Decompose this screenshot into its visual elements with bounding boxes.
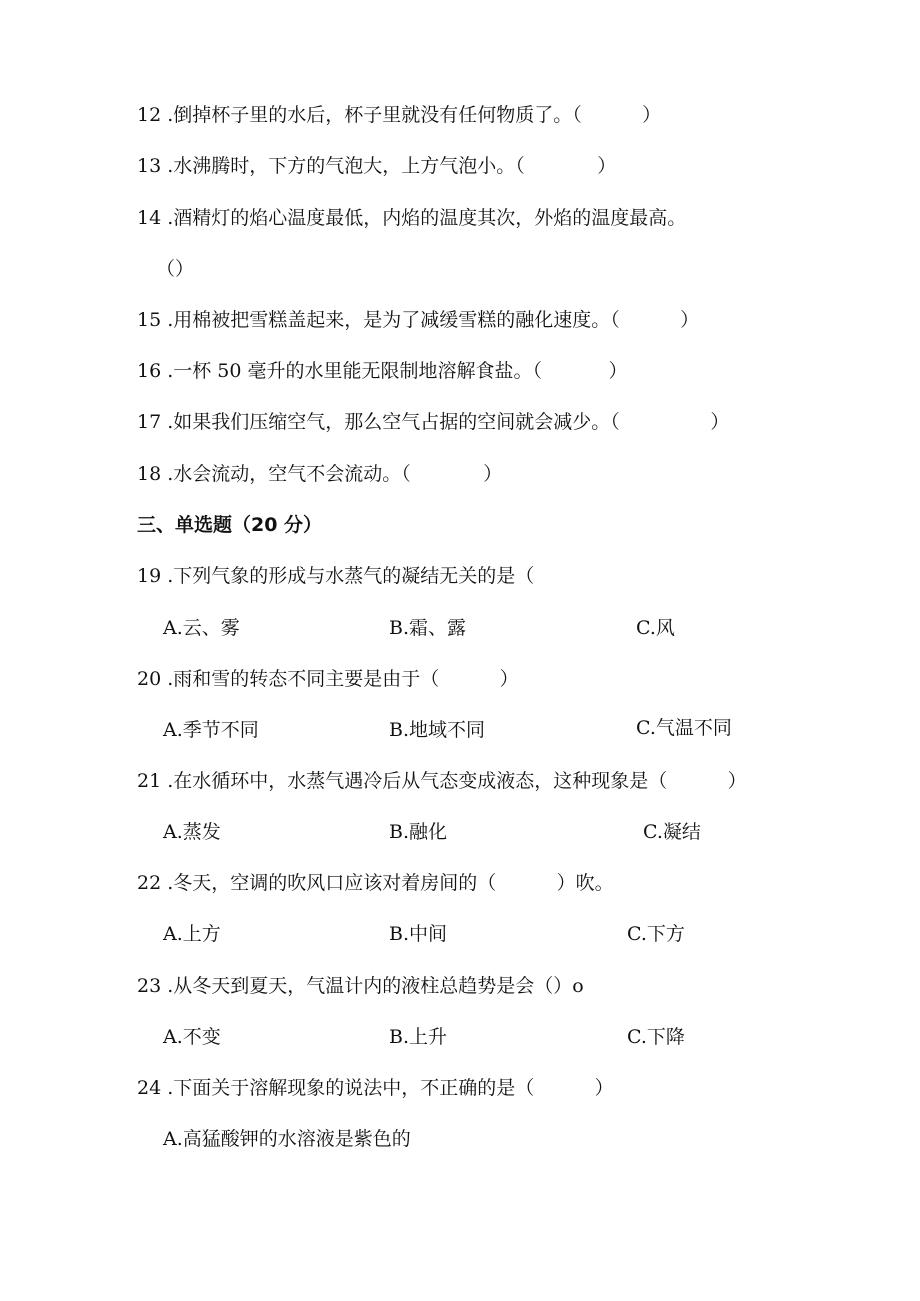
question-13: 13 .水沸腾时，下方的气泡大，上方气泡小。（ ） [137,155,617,177]
question-21-option-b: B.融化 [389,821,448,843]
question-12: 12 .倒掉杯子里的水后，杯子里就没有任何物质了。（ ） [137,104,662,126]
question-19-option-a: A.云、雾 [163,617,240,639]
question-24: 24 .下面关于溶解现象的说法中，不正确的是（ ） [137,1077,614,1099]
question-21-option-a: A.蒸发 [163,821,221,843]
question-20: 20 .雨和雪的转态不同主要是由于（ ） [137,668,519,690]
question-22-option-c: C.下方 [627,923,685,945]
question-21-option-c: C.凝结 [643,821,701,843]
question-17: 17 .如果我们压缩空气，那么空气占据的空间就会减少。（ ） [137,411,730,433]
question-20-option-c: C.气温不同 [636,717,732,739]
question-22-option-a: A.上方 [163,923,221,945]
question-15: 15 .用棉被把雪糕盖起来，是为了减缓雪糕的融化速度。（ ） [137,309,700,331]
question-23-option-b: B.上升 [389,1026,448,1048]
question-22-option-b: B.中间 [389,923,448,945]
question-16: 16 .一杯 50 毫升的水里能无限制地溶解食盐。（ ） [137,360,628,382]
question-22: 22 .冬天，空调的吹风口应该对着房间的（ ）吹。 [137,872,614,894]
question-23: 23 .从冬天到夏天，气温计内的液柱总趋势是会（）o [137,975,584,997]
question-20-option-b: B.地域不同 [389,719,486,741]
section-title: 三、单选题（20 分） [137,514,323,536]
question-14: 14 .酒精灯的焰心温度最低，内焰的温度其次，外焰的温度最高。 [137,207,687,229]
question-19-option-c: C.风 [636,617,675,639]
question-24-option-a: A.高猛酸钾的水溶液是紫色的 [163,1128,411,1150]
question-23-option-a: A.不变 [163,1026,221,1048]
question-20-option-a: A.季节不同 [163,719,259,741]
question-19: 19 .下列气象的形成与水蒸气的凝结无关的是（ [137,565,535,587]
question-23-option-c: C.下降 [627,1026,685,1048]
question-21: 21 .在水循环中，水蒸气遇冷后从气态变成液态，这种现象是（ ） [137,770,747,792]
question-14-answer-blank: （） [156,258,195,280]
question-18: 18 .水会流动，空气不会流动。（ ） [137,463,503,485]
question-19-option-b: B.霜、露 [389,617,467,639]
